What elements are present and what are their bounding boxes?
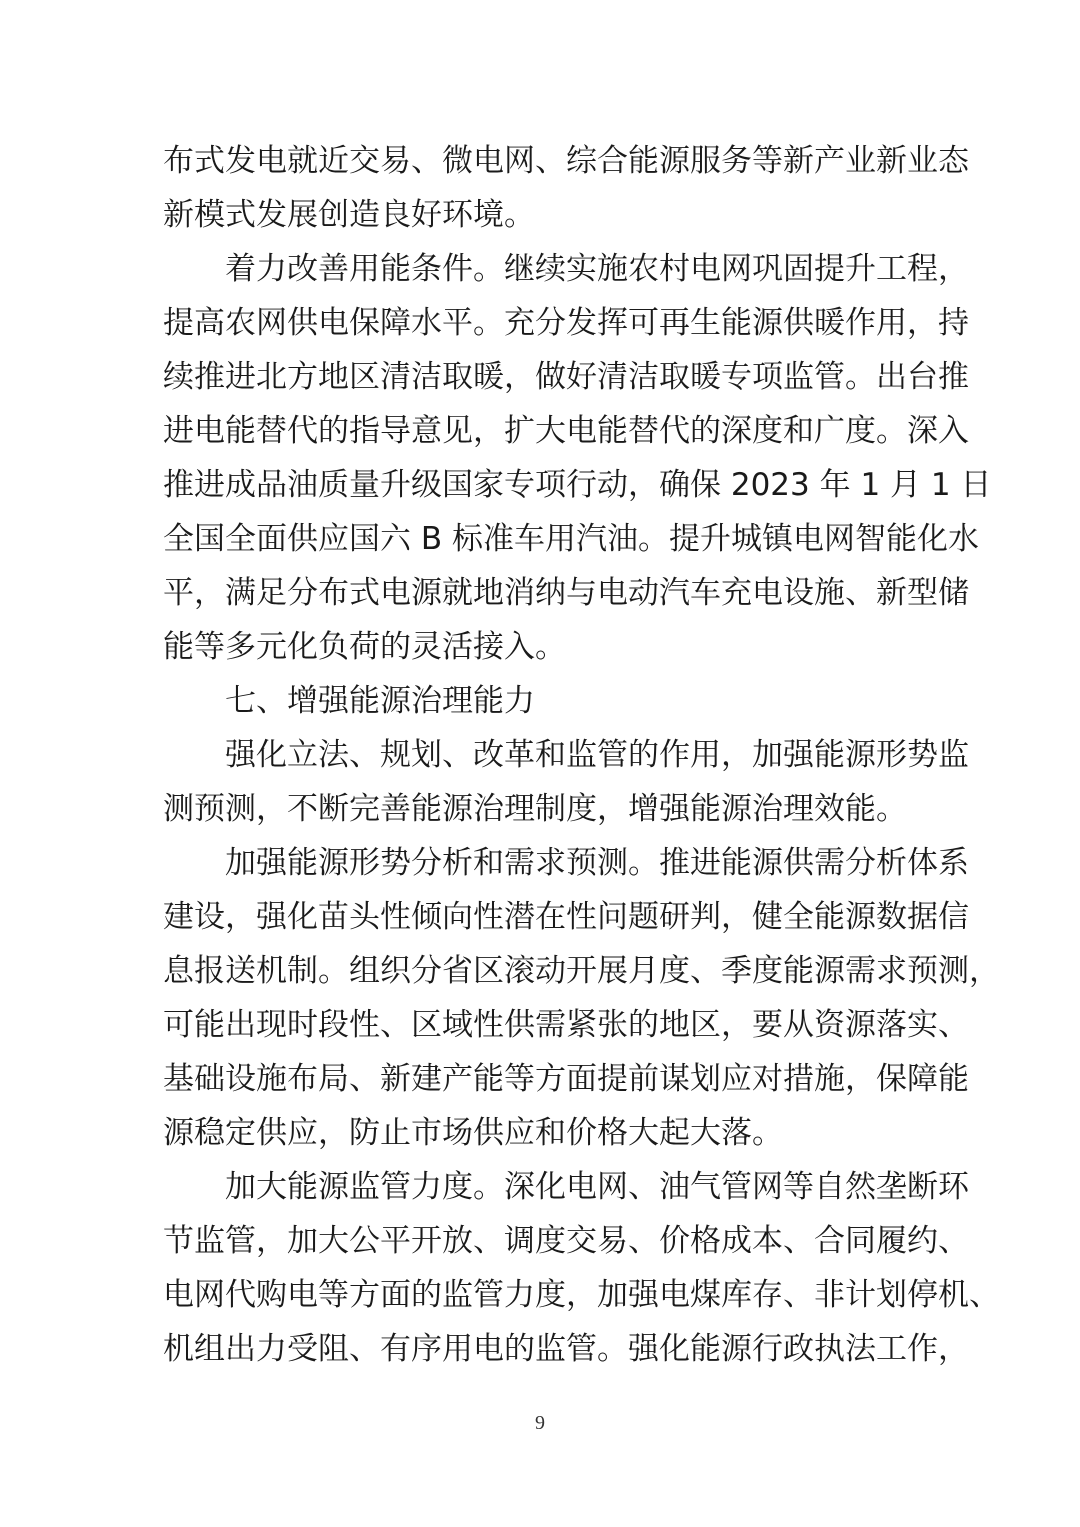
- text-line: 续推进北方地区清洁取暖，做好清洁取暖专项监管。出台推: [163, 359, 969, 395]
- text-line: 源稳定供应，防止市场供应和价格大起大落。: [163, 1115, 783, 1151]
- paragraph-start-line: 加大能源监管力度。深化电网、油气管网等自然垄断环: [225, 1169, 969, 1205]
- text-line: 息报送机制。组织分省区滚动开展月度、季度能源需求预测，: [163, 953, 1000, 989]
- text-line: 电网代购电等方面的监管力度，加强电煤库存、非计划停机、: [163, 1277, 1000, 1313]
- text-line: 平，满足分布式电源就地消纳与电动汽车充电设施、新型储: [163, 575, 969, 611]
- text-line: 提高农网供电保障水平。充分发挥可再生能源供暖作用，持: [163, 305, 969, 341]
- paragraph-start-line: 加强能源形势分析和需求预测。推进能源供需分析体系: [225, 845, 969, 881]
- text-line: 全国全面供应国六 B 标准车用汽油。提升城镇电网智能化水: [163, 521, 979, 557]
- paragraph-start-line: 强化立法、规划、改革和监管的作用，加强能源形势监: [225, 737, 969, 773]
- section-heading: 七、增强能源治理能力: [225, 683, 535, 719]
- text-line: 进电能替代的指导意见，扩大电能替代的深度和广度。深入: [163, 413, 969, 449]
- body-text: [163, 134, 1000, 1376]
- text-line: 建设，强化苗头性倾向性潜在性问题研判，健全能源数据信: [163, 899, 969, 935]
- page-number: 9: [535, 1412, 545, 1434]
- paragraph-start-line: 着力改善用能条件。继续实施农村电网巩固提升工程，: [225, 251, 969, 287]
- text-line: 节监管，加大公平开放、调度交易、价格成本、合同履约、: [163, 1223, 969, 1259]
- text-line: 测预测，不断完善能源治理制度，增强能源治理效能。: [163, 791, 907, 827]
- text-line: 机组出力受阻、有序用电的监管。强化能源行政执法工作，: [163, 1331, 969, 1367]
- text-line: 基础设施布局、新建产能等方面提前谋划应对措施，保障能: [163, 1061, 969, 1097]
- text-line: 可能出现时段性、区域性供需紧张的地区，要从资源落实、: [163, 1007, 969, 1043]
- text-line: 新模式发展创造良好环境。: [163, 197, 535, 233]
- text-line: 布式发电就近交易、微电网、综合能源服务等新产业新业态: [163, 143, 969, 179]
- text-line: 推进成品油质量升级国家专项行动，确保 2023 年 1 月 1 日: [163, 467, 992, 503]
- text-line: 能等多元化负荷的灵活接入。: [163, 629, 566, 665]
